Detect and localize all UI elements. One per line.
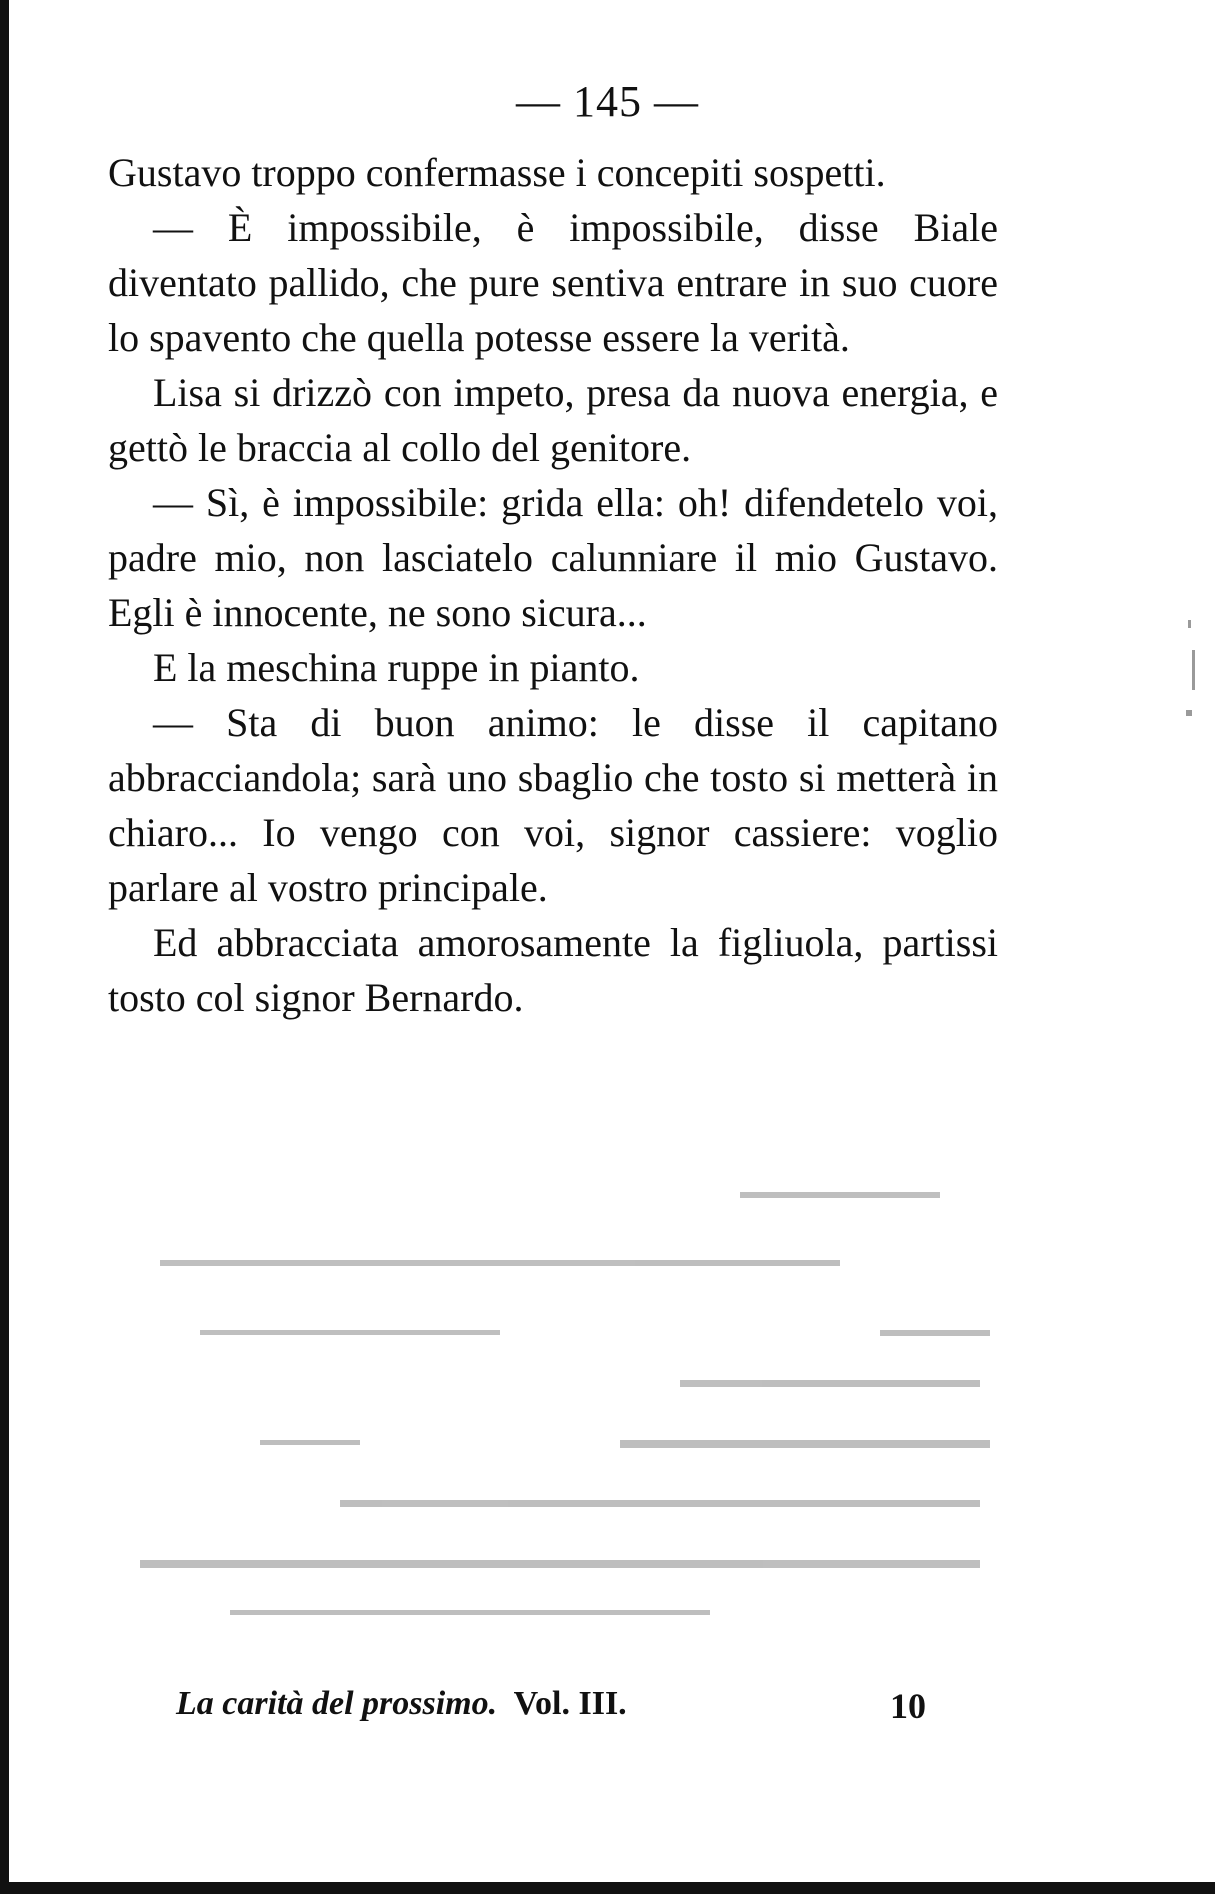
- paragraph: E la meschina ruppe in pianto.: [153, 645, 640, 690]
- margin-smudge: [1180, 620, 1202, 740]
- paragraph: Lisa si drizzò con impeto, presa da nuova energia, e gettò le braccia al collo del genitore.: [108, 370, 998, 470]
- signature-mark: 10: [890, 1686, 926, 1726]
- volume-label: Vol. III.: [513, 1685, 627, 1722]
- show-through-bleed: [140, 1190, 1020, 1630]
- body-text: [108, 145, 998, 1025]
- footer-signature-line: [176, 1685, 946, 1723]
- paragraph: Ed abbracciata amorosamente la figliuola, partissi tosto col signor Bernardo.: [108, 920, 998, 1020]
- paragraph: — È impossibile, è impossibile, disse Biale diventato pallido, che pure sentiva entrare in suo cuore lo spavento che quella potesse essere la verità.: [108, 205, 998, 360]
- paragraph: — Sì, è impossibile: grida ella: oh! difendetelo voi, padre mio, non lasciatelo calunniare il mio Gustavo. Egli è innocente, ne sono sicura...: [108, 480, 998, 635]
- paragraph: Gustavo troppo confermasse i concepiti sospetti.: [108, 150, 886, 195]
- page-bottom-edge: [0, 1882, 1215, 1894]
- page-edge-shadow: [0, 0, 9, 1894]
- book-title: La carità del prossimo.: [176, 1685, 498, 1722]
- page-number: — 145 —: [516, 77, 699, 126]
- paragraph: — Sta di buon animo: le disse il capitano abbracciandola; sarà uno sbaglio che tosto si metterà in chiaro... Io vengo con voi, signor cassiere: voglio parlare al vostro principale.: [108, 700, 998, 910]
